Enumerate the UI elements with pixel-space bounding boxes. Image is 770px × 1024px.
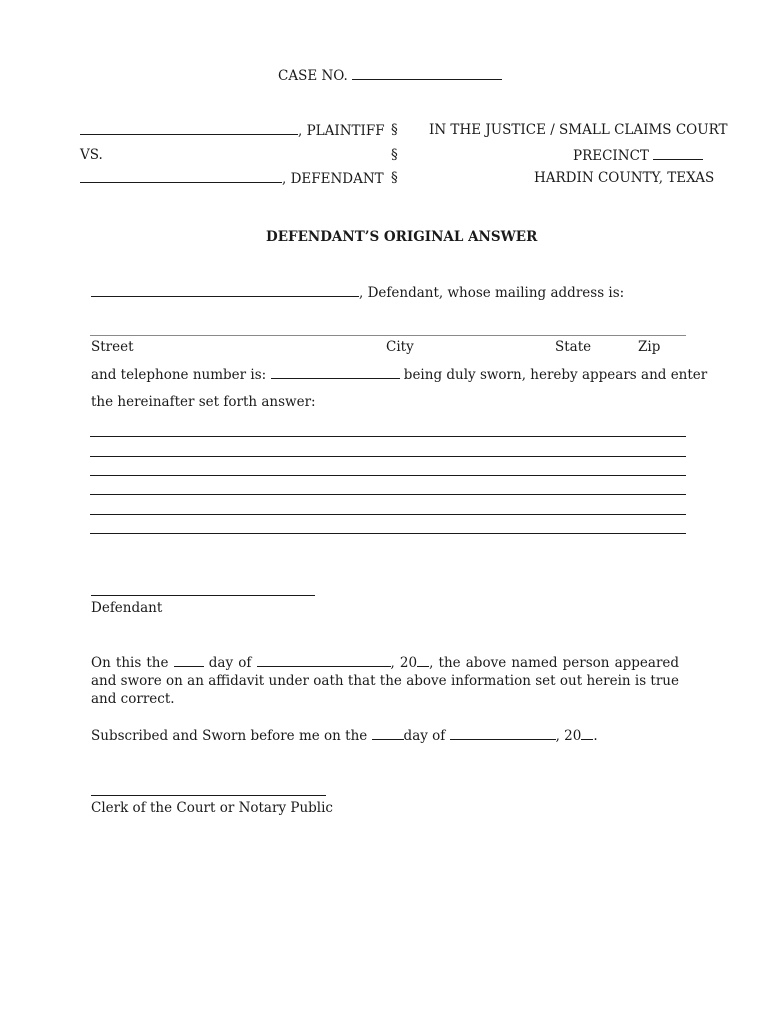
plaintiff-label: , PLAINTIFF — [298, 123, 385, 139]
case-number-field[interactable] — [352, 67, 502, 80]
affidavit-day-field[interactable] — [174, 654, 204, 667]
subscribed-text: Subscribed and Sworn before me on the — [91, 728, 368, 744]
answer-line[interactable] — [90, 533, 686, 534]
telephone-prefix: and telephone number is: — [91, 367, 267, 383]
defendant-signature-label: Defendant — [91, 600, 163, 616]
answer-intro: the hereinafter set forth answer: — [91, 394, 316, 410]
section-symbol: § — [391, 170, 398, 186]
precinct-label: PRECINCT — [573, 148, 649, 164]
subscribed-text: , 20 — [555, 728, 582, 744]
defendant-signature-line[interactable] — [91, 595, 315, 596]
zip-label: Zip — [638, 339, 661, 355]
answer-line[interactable] — [90, 475, 686, 476]
subscribed-day-field[interactable] — [372, 727, 404, 740]
answer-line[interactable] — [90, 494, 686, 495]
affidavit-paragraph — [91, 654, 679, 708]
subscribed-row — [91, 727, 598, 744]
city-label: City — [386, 339, 414, 355]
county-label: HARDIN COUNTY, TEXAS — [534, 170, 715, 186]
plaintiff-row — [80, 122, 385, 139]
telephone-row — [91, 366, 707, 383]
defendant-intro-field[interactable] — [91, 284, 359, 297]
answer-line[interactable] — [90, 436, 686, 437]
answer-line[interactable] — [90, 514, 686, 515]
defendant-row — [80, 170, 384, 187]
street-label: Street — [91, 339, 134, 355]
telephone-suffix: being duly sworn, hereby appears and enter — [403, 367, 708, 383]
section-symbol: § — [391, 122, 398, 138]
defendant-intro-row — [91, 284, 624, 301]
affidavit-text: , the above named person appeared and swore on an affidavit under oath that the above information set out herein is true and correct. — [91, 655, 680, 707]
document-title: DEFENDANT’S ORIGINAL ANSWER — [266, 229, 538, 245]
subscribed-month-field[interactable] — [450, 727, 556, 740]
state-label: State — [555, 339, 592, 355]
court-name: IN THE JUSTICE / SMALL CLAIMS COURT — [429, 122, 728, 138]
telephone-field[interactable] — [271, 366, 400, 379]
defendant-label: , DEFENDANT — [282, 171, 384, 187]
answer-line[interactable] — [90, 456, 686, 457]
address-field[interactable] — [90, 335, 686, 336]
defendant-name-field[interactable] — [80, 170, 282, 183]
subscribed-year-field[interactable] — [581, 727, 593, 740]
clerk-signature-line[interactable] — [91, 795, 326, 796]
section-symbol: § — [391, 147, 398, 163]
case-number-row — [278, 67, 502, 84]
plaintiff-name-field[interactable] — [80, 122, 298, 135]
subscribed-text: . — [593, 728, 598, 744]
vs-label: VS. — [80, 147, 103, 163]
case-number-label: CASE NO. — [278, 68, 348, 84]
affidavit-year-field[interactable] — [417, 654, 429, 667]
subscribed-text: day of — [403, 728, 446, 744]
precinct-row — [573, 147, 703, 164]
defendant-intro-text: , Defendant, whose mailing address is: — [359, 285, 625, 301]
precinct-field[interactable] — [653, 147, 703, 160]
affidavit-text: On this the — [91, 655, 169, 671]
affidavit-month-field[interactable] — [257, 654, 391, 667]
affidavit-text: day of — [208, 655, 252, 671]
affidavit-text: , 20 — [390, 655, 418, 671]
clerk-signature-label: Clerk of the Court or Notary Public — [91, 800, 333, 816]
